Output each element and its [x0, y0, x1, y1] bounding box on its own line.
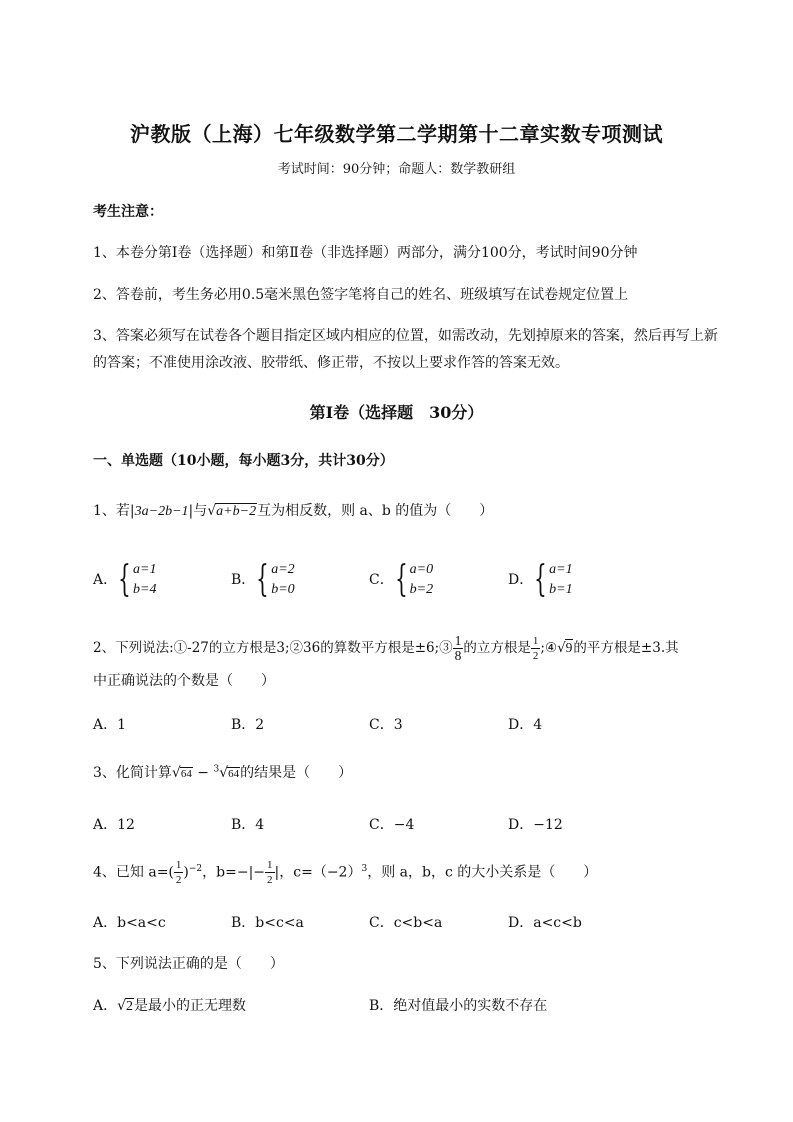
question-2-stem-cont: 中正确说法的个数是（ ） [93, 673, 275, 689]
q2-option-b[interactable]: B．2 [231, 717, 265, 733]
q1-suffix: 互为相反数，则 a、b 的值为（ ） [257, 503, 494, 519]
question-4-stem [93, 858, 597, 887]
q1-option-b[interactable] [231, 560, 295, 600]
q3-sqrt-2: 64 [228, 768, 240, 780]
system-row: b=1 [549, 582, 573, 597]
fraction: $\frac{1}{2}$ [267, 859, 273, 886]
q2-sqrt: 9 [565, 640, 573, 655]
sqrt-icon: √ [557, 640, 566, 656]
q3-sqrt-1: 64 [180, 768, 192, 780]
fraction: $\frac{1}{2}$ [532, 635, 539, 662]
part-title: 一、单选题（10小题，每小题3分，共计30分） [93, 453, 394, 469]
q2-option-c[interactable]: C．3 [369, 717, 403, 733]
q1-abs-expression: 3a−2b−1 [134, 504, 189, 519]
option-label: D． [508, 572, 534, 588]
section-title: 第Ⅰ卷（选择题 30分） [309, 403, 484, 422]
q3-minus: − [192, 765, 214, 781]
q4-part-4: |，c=（−2） [274, 864, 362, 881]
q4-option-a[interactable]: A．b<a<c [93, 915, 166, 931]
sqrt-icon: √ [117, 998, 127, 1014]
q4-part-1: 4、已知 a=( [93, 864, 174, 881]
q2-option-a[interactable]: A．1 [93, 717, 127, 733]
q1-prefix: 1、若| [93, 503, 135, 519]
q2-option-d[interactable]: D．4 [508, 717, 543, 733]
brace-icon: { [256, 559, 270, 600]
brace-icon: { [394, 559, 408, 600]
q2-part-3: ;④ [540, 640, 558, 656]
notice-item-2: 2、答卷前，考生务必用0.5毫米黑色签字笔将自己的姓名、班级填写在试卷规定位置上 [93, 287, 629, 303]
brace-icon: { [118, 559, 131, 600]
question-1-stem [93, 500, 493, 520]
option-label: B． [231, 572, 256, 588]
q4-exponent-1: −2 [188, 863, 203, 874]
q2-part-2: 的立方根是 [463, 640, 531, 656]
q5-option-b[interactable]: B．绝对值最小的实数不存在 [369, 998, 548, 1014]
notice-heading: 考生注意： [93, 204, 163, 220]
question-5-stem: 5、下列说法正确的是（ ） [93, 956, 284, 972]
notice-item-3: 3、答案必须写在试卷各个题目指定区域内相应的位置，如需改动，先划掉原来的答案，然后再写上新 [93, 328, 718, 344]
system-row: a=2 [271, 562, 295, 577]
q4-option-b[interactable]: B．b<c<a [231, 915, 304, 931]
q1-option-c[interactable] [369, 560, 433, 600]
q5-option-a[interactable] [93, 995, 246, 1015]
system-row: a=0 [409, 562, 434, 577]
sqrt-icon: √ [171, 765, 181, 781]
option-label: A． [93, 572, 118, 588]
fraction: $\frac{1}{8}$ [454, 633, 462, 663]
system-row: b=0 [271, 582, 295, 597]
exam-subtitle: 考试时间：90分钟；命题人：数学教研组 [277, 162, 516, 177]
q3-option-b[interactable]: B．4 [231, 817, 265, 833]
system-row: a=1 [549, 562, 573, 577]
q4-exponent-2: 3 [361, 863, 368, 874]
q3-part-2: 的结果是（ ） [240, 765, 353, 781]
sqrt-icon: √ [207, 503, 217, 519]
q3-option-d[interactable]: D．−12 [508, 817, 563, 833]
exam-title: 沪教版（上海）七年级数学第二学期第十二章实数专项测试 [130, 122, 663, 146]
q1-option-d[interactable] [508, 560, 573, 600]
q3-part-1: 3、化简计算 [93, 765, 172, 781]
question-2-stem [93, 634, 679, 663]
q4-part-5: ，则 a，b，c 的大小关系是（ ） [367, 864, 598, 881]
q3-option-c[interactable]: C．−4 [369, 817, 415, 833]
q4-option-c[interactable]: C．c<b<a [369, 915, 443, 931]
q2-part-4: 的平方根是±3.其 [573, 640, 679, 656]
q5-sqrt: 2 [126, 999, 134, 1014]
q1-mid: |与 [188, 503, 208, 519]
fraction: $\frac{1}{2}$ [175, 859, 182, 886]
notice-item-1: 1、本卷分第Ⅰ卷（选择题）和第Ⅱ卷（非选择题）两部分，满分100分，考试时间90分钟 [93, 245, 638, 261]
system-row: a=1 [133, 562, 157, 577]
question-3-stem [93, 762, 352, 782]
option-label: A． [93, 998, 118, 1014]
system-row: b=4 [133, 582, 157, 597]
q1-sqrt-expression: a+b−2 [216, 504, 257, 519]
q3-root-index: 3 [213, 764, 220, 775]
system-row: b=2 [409, 582, 434, 597]
notice-item-3-cont: 的答案；不准使用涂改液、胶带纸、修正带，不按以上要求作答的答案无效。 [93, 355, 569, 371]
q1-option-a[interactable] [93, 560, 156, 600]
option-text: 是最小的正无理数 [134, 998, 247, 1014]
brace-icon: { [534, 559, 547, 600]
q3-option-a[interactable]: A．12 [93, 817, 135, 833]
cube-root-icon: √ [219, 765, 229, 781]
q2-part-1: 2、下列说法:①-27的立方根是3;②36的算数平方根是±6;③ [93, 640, 453, 656]
q4-option-d[interactable]: D．a<c<b [508, 915, 582, 931]
q4-part-2: ) [183, 864, 189, 881]
option-label: C． [369, 572, 394, 588]
q4-part-3: ，b=−|− [202, 864, 266, 881]
